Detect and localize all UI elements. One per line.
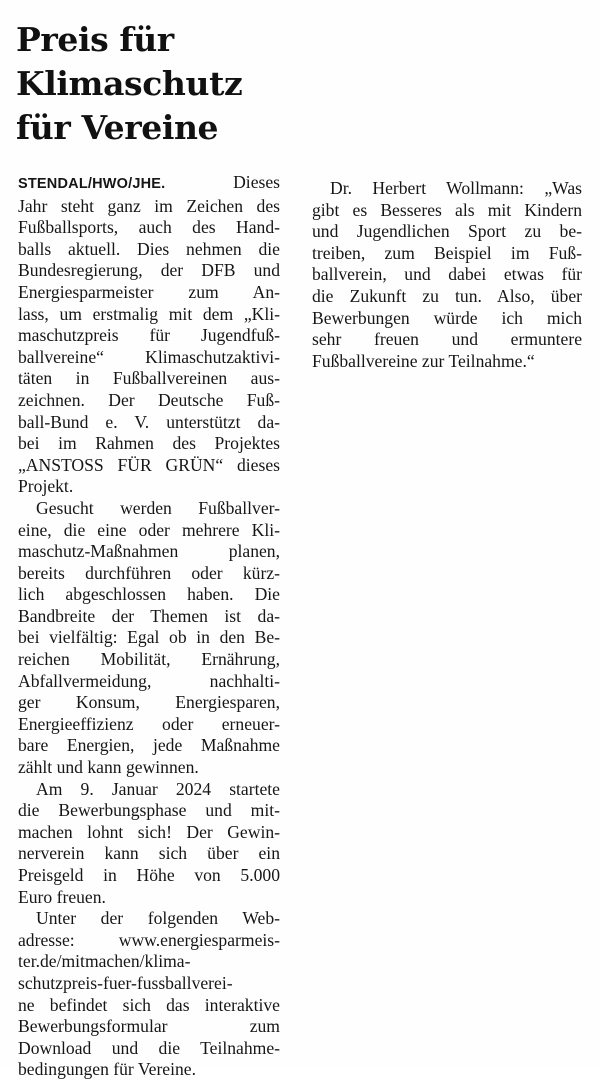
body-line: Bundesregierung, der DFB und	[18, 260, 280, 281]
body-line: Preisgeld in Höhe von 5.000	[18, 865, 280, 885]
body-line: Download und die Teilnahme-	[18, 1037, 280, 1058]
quote-line: gibt es Besseres als mit Kindern	[312, 199, 582, 220]
quote-line: ballverein, und dabei etwas für	[312, 264, 582, 285]
body-line: Am 9. Januar 2024 startete	[36, 778, 280, 799]
quote-line: Fußballvereine zur Teilnahme.“	[312, 350, 535, 371]
body-line-text: Dieses	[233, 172, 280, 192]
body-line: eine, die eine oder mehrere Kli-	[18, 519, 280, 540]
headline-line: Preis für	[16, 20, 174, 59]
body-line: ball-Bund e. V. unterstützt da-	[18, 411, 280, 432]
dateline: STENDAL/HWO/JHE.	[18, 176, 166, 192]
body-line: balls aktuell. Dies nehmen die	[18, 238, 280, 259]
quote-line: Bewerbungen würde ich mich	[312, 307, 582, 328]
body-line: nerverein kann sich über ein	[18, 843, 280, 864]
body-line: Gesucht werden Fußballver-	[36, 497, 280, 518]
headline-line: für Vereine	[16, 108, 219, 147]
body-line: lass, um erstmalig mit dem „Kli-	[18, 303, 280, 324]
body-line: bare Energien, jede Maßnahme	[18, 735, 280, 756]
quote-line: treiben, zum Beispiel im Fuß-	[312, 242, 582, 263]
body-line: Abfallvermeidung, nachhalti-	[18, 670, 280, 691]
quote-line: und Jugendlichen Sport zu be-	[312, 221, 582, 242]
body-line: ter.de/mitmachen/klima-	[18, 951, 191, 972]
body-line: bereits durchführen oder kürz-	[18, 562, 280, 583]
body-line: Jahr steht ganz im Zeichen des	[18, 195, 280, 216]
quote-line: sehr freuen und ermuntere	[312, 329, 582, 350]
quote-line: die Zukunft zu tun. Also, über	[312, 285, 582, 306]
body-line: Fußballsports, auch des Hand-	[18, 217, 280, 238]
body-line: bei vielfältig: Egal ob in den Be-	[18, 627, 280, 648]
article-body-left-column	[18, 172, 280, 1081]
body-line: Projekt.	[18, 476, 74, 497]
body-line: bei im Rahmen des Projektes	[18, 433, 280, 454]
body-line: adresse: www.energiesparmeis-	[18, 929, 280, 950]
body-line: maschutz-Maßnahmen planen,	[18, 541, 280, 562]
body-line: Energieeffizienz oder erneuer-	[18, 713, 280, 734]
body-line: maschutzpreis für Jugendfuß-	[18, 325, 280, 346]
body-line: Bandbreite der Themen ist da-	[18, 605, 280, 626]
body-line: lich abgeschlossen haben. Die	[18, 584, 280, 605]
body-line: die Bewerbungsphase und mit-	[18, 800, 280, 821]
body-line: reichen Mobilität, Ernährung,	[18, 649, 280, 670]
article-body-right-column	[312, 178, 582, 372]
body-line: Bewerbungsformular zum	[18, 1016, 280, 1037]
article-headline	[16, 18, 376, 150]
body-line: täten in Fußballvereinen aus-	[18, 368, 280, 389]
body-line: machen lohnt sich! Der Gewin-	[18, 821, 280, 842]
body-line: Euro freuen.	[18, 886, 106, 907]
body-line: bedingungen für Vereine.	[18, 1059, 196, 1080]
body-line: „ANSTOSS FÜR GRÜN“ dieses	[18, 454, 280, 475]
quote-line: Dr. Herbert Wollmann: „Was	[330, 178, 582, 198]
body-line	[18, 172, 280, 196]
body-line: zeichnen. Der Deutsche Fuß-	[18, 389, 280, 410]
body-line: zählt und kann gewinnen.	[18, 757, 199, 778]
body-line: schutzpreis-fuer-fussballverei-	[18, 972, 233, 993]
body-line: ger Konsum, Energiesparen,	[18, 692, 280, 713]
body-line: Unter der folgenden Web-	[36, 908, 280, 929]
body-line: ballvereine“ Klimaschutzaktivi-	[18, 346, 280, 367]
headline-line: Klimaschutz	[16, 64, 243, 103]
body-line: Energiesparmeister zum An-	[18, 281, 280, 302]
body-line: ne befindet sich das interaktive	[18, 994, 280, 1015]
